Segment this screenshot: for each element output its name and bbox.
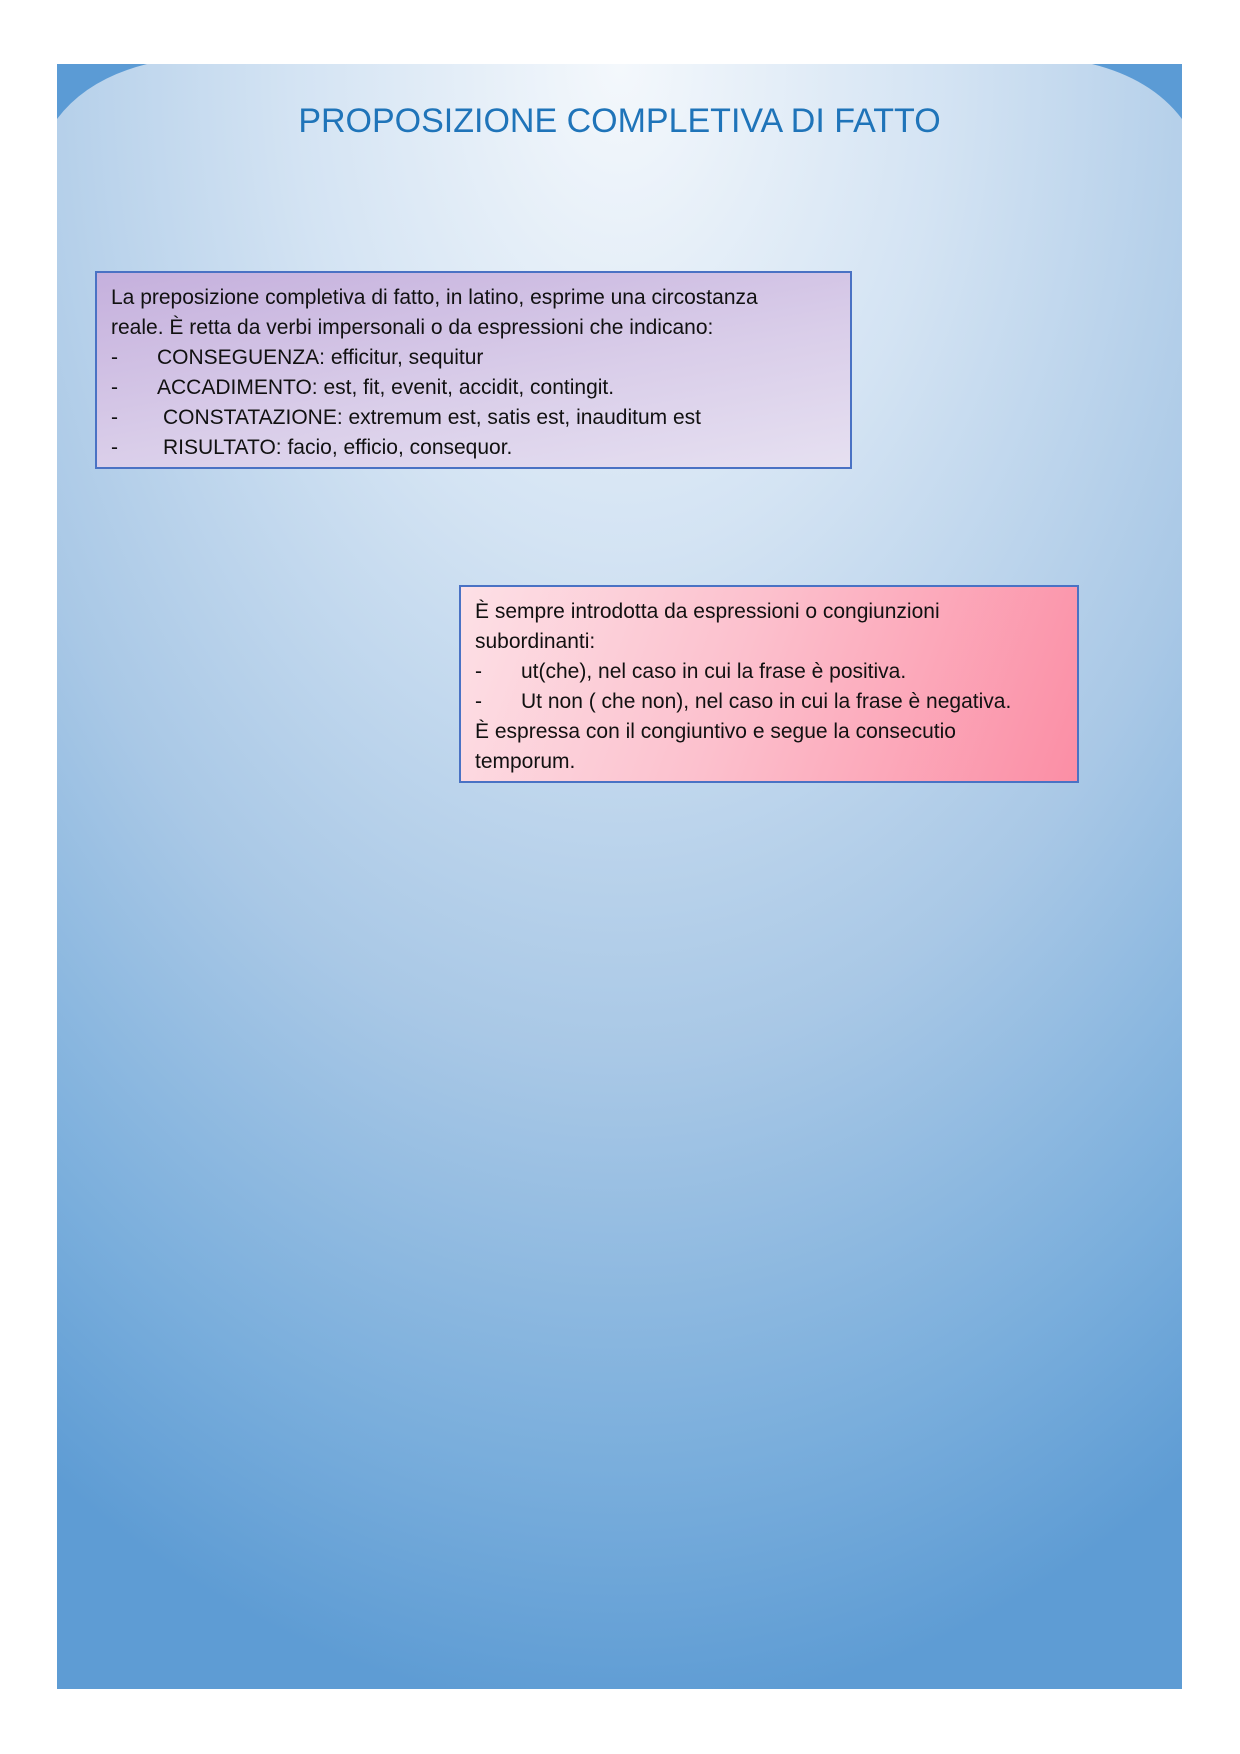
- introduction-box: [459, 585, 1079, 783]
- document-page: [57, 64, 1182, 1689]
- list-item: [111, 433, 836, 463]
- list-dash: -: [111, 406, 118, 429]
- list-item-text: CONSEGUENZA: efficitur, sequitur: [157, 346, 484, 369]
- list-dash: -: [111, 436, 118, 459]
- list-item: [111, 343, 836, 373]
- list-dash: -: [475, 660, 482, 683]
- list-item-text: ACCADIMENTO: est, fit, evenit, accidit, contingit.: [157, 376, 615, 399]
- introduction-line-1: È sempre introdotta da espressioni o congiunzioni: [475, 600, 940, 623]
- list-item-text: RISULTATO: facio, efficio, consequor.: [163, 436, 513, 459]
- list-item-text: CONSTATAZIONE: extremum est, satis est, inauditum est: [163, 406, 701, 429]
- list-dash: -: [111, 376, 118, 399]
- list-item-text: ut(che), nel caso in cui la frase è positiva.: [521, 660, 907, 683]
- page-title: PROPOSIZIONE COMPLETIVA DI FATTO: [298, 102, 941, 140]
- definition-intro-line-2: reale. È retta da verbi impersonali o da espressioni che indicano:: [111, 316, 714, 339]
- conclusion-line-2: temporum.: [475, 750, 576, 773]
- definition-intro-line-1: La preposizione completiva di fatto, in latino, esprime una circostanza: [111, 286, 758, 309]
- list-item: [475, 687, 1063, 717]
- list-dash: -: [111, 346, 118, 369]
- list-dash: -: [475, 690, 482, 713]
- list-item-text: Ut non ( che non), nel caso in cui la frase è negativa.: [521, 690, 1012, 713]
- conclusion-line-1: È espressa con il congiuntivo e segue la consecutio: [475, 720, 956, 743]
- introduction-line-2: subordinanti:: [475, 630, 596, 653]
- list-item: [475, 657, 1063, 687]
- list-item: [111, 403, 836, 433]
- list-item: [111, 373, 836, 403]
- definition-box: [95, 271, 852, 469]
